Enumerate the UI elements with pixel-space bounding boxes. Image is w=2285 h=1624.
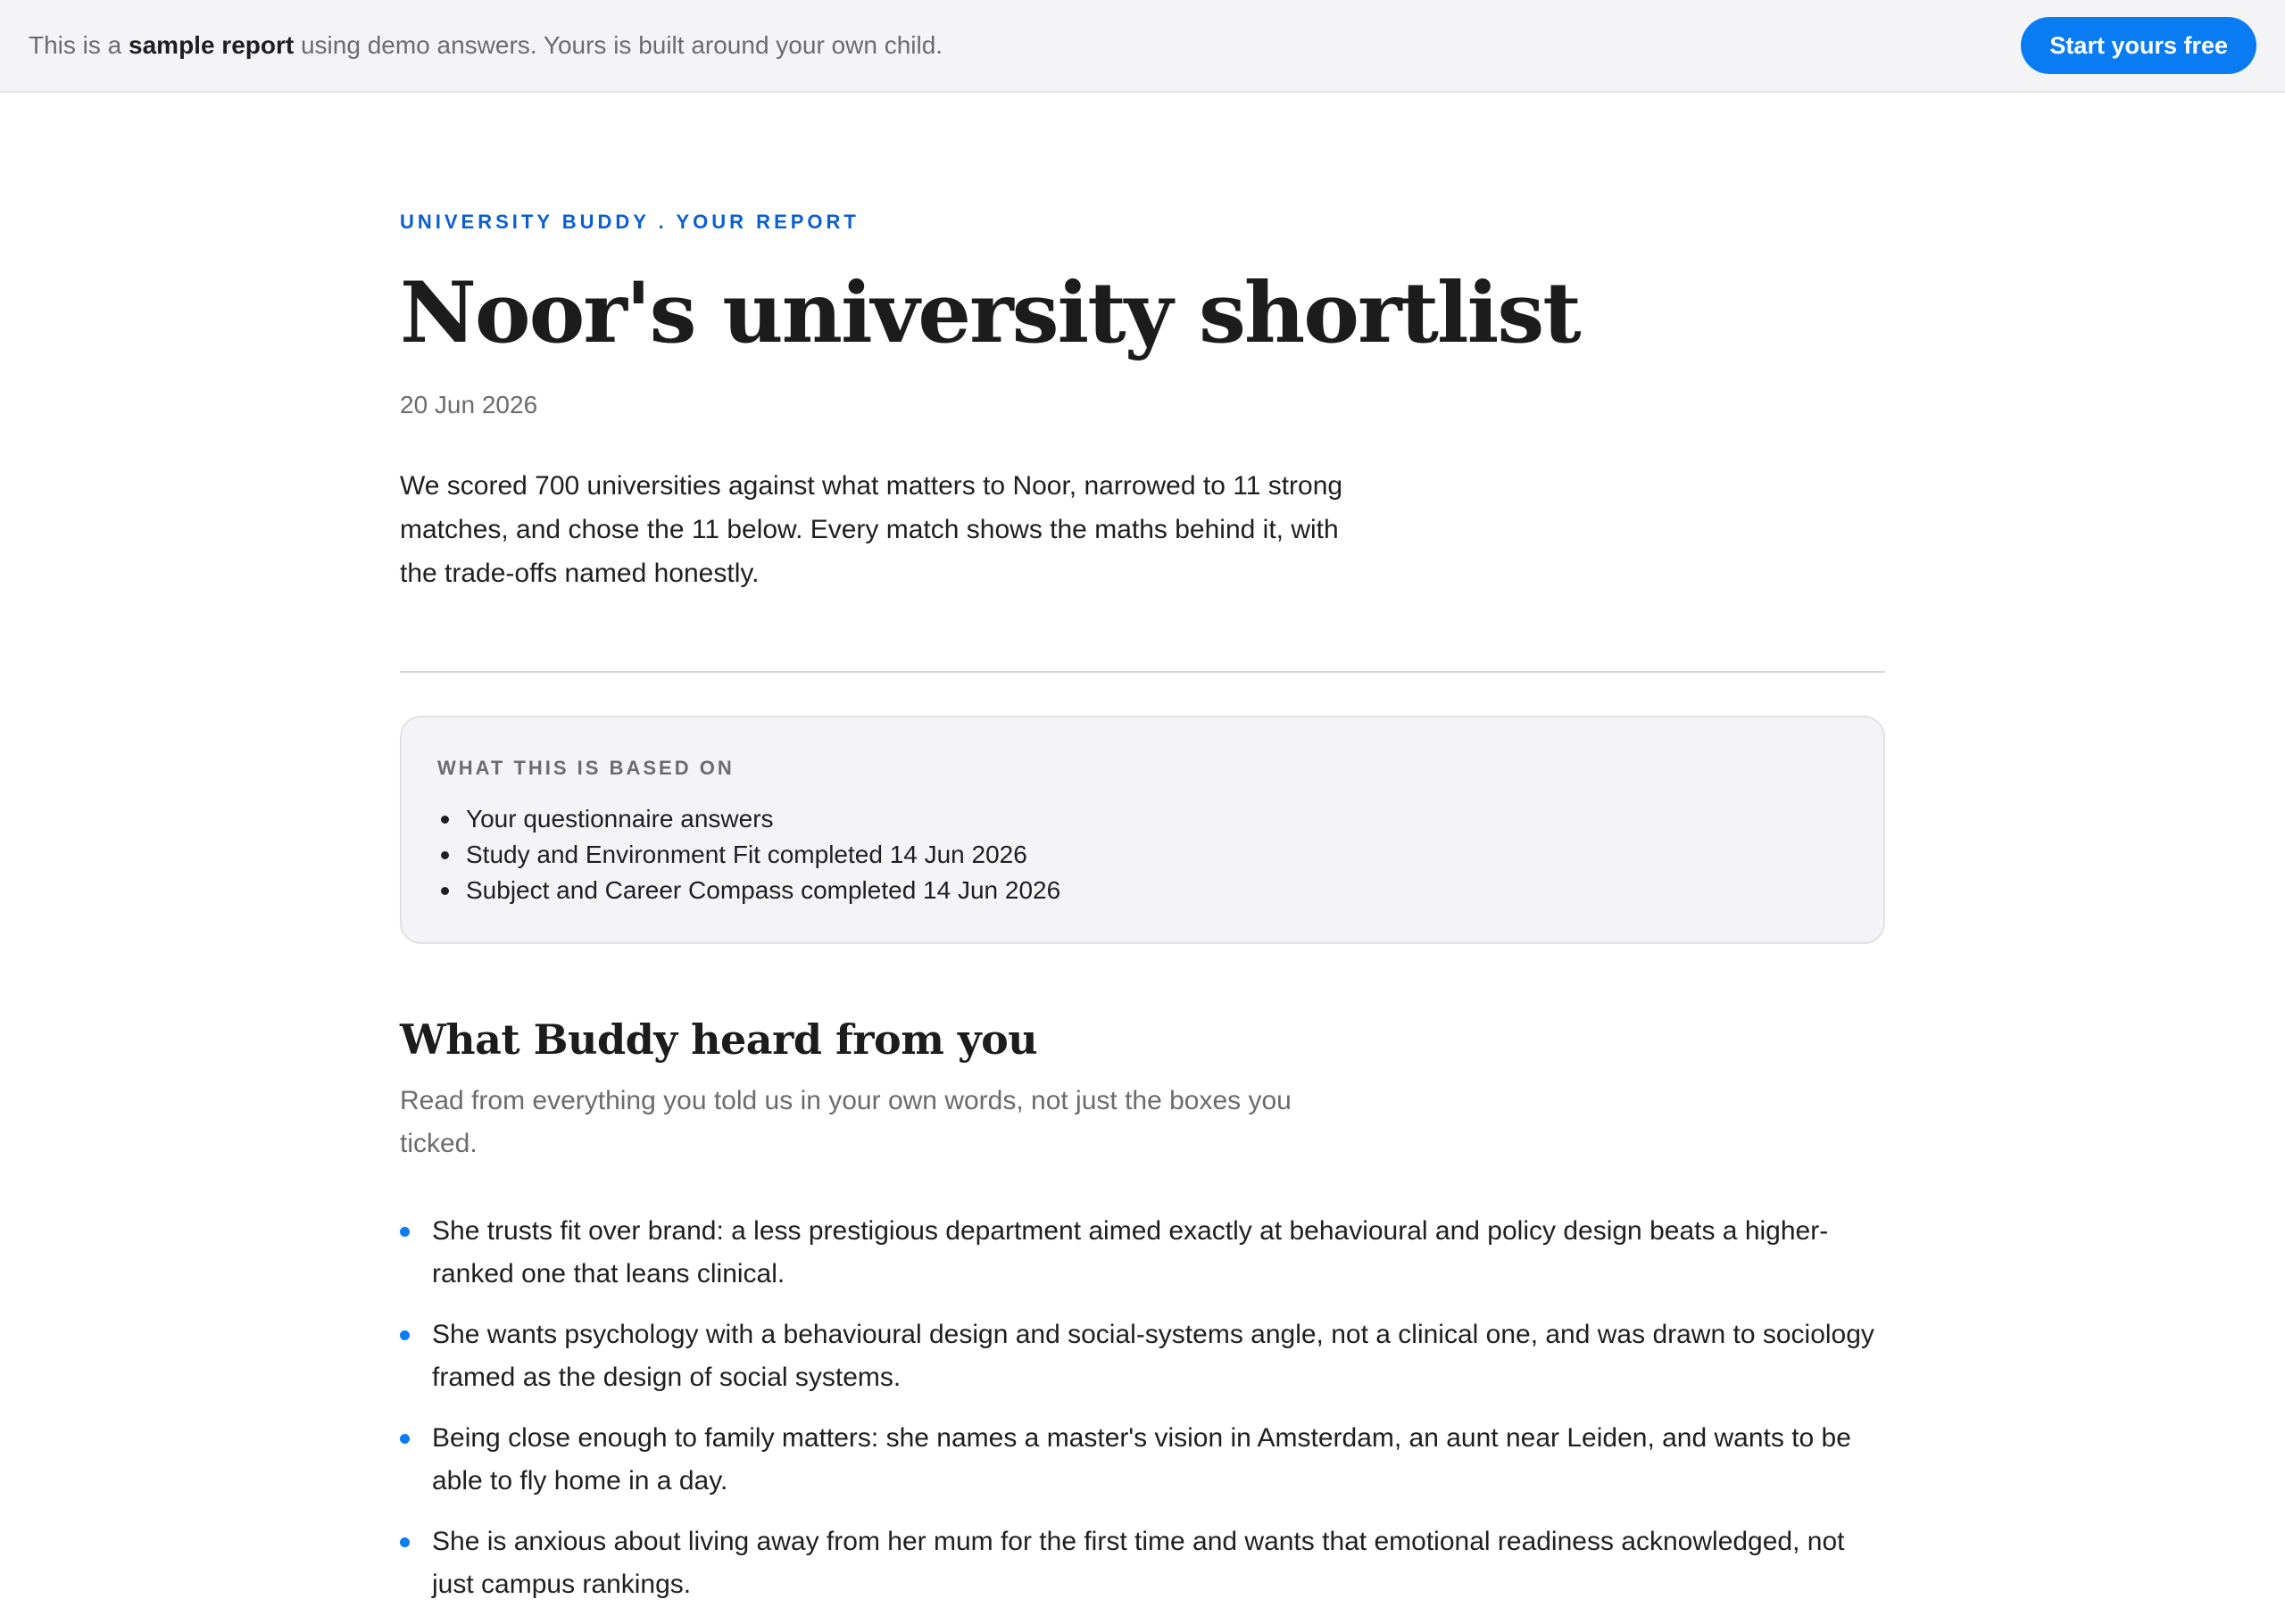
banner-prefix: This is a xyxy=(29,31,129,59)
report-intro: We scored 700 universities against what matters to Noor, narrowed to 11 strong matches, and chose the 11 below. Every match shows the maths behind it, with the trade-offs named honestly. xyxy=(400,471,1343,588)
bullet-icon xyxy=(441,816,449,824)
bullet-icon xyxy=(441,887,449,895)
based-on-item xyxy=(437,837,1848,873)
based-on-item-text: Your questionnaire answers xyxy=(466,805,774,833)
heard-item-text: She is anxious about living away from her mum for the first time and wants that emotional readiness acknowledged, not just campus rankings. xyxy=(432,1527,1845,1599)
start-yours-free-button[interactable]: Start yours free xyxy=(2021,17,2256,74)
based-on-item xyxy=(437,801,1848,837)
banner-suffix: using demo answers. Yours is built around your own child. xyxy=(294,31,943,59)
bullet-icon xyxy=(441,851,449,859)
report-eyebrow: UNIVERSITY BUDDY . YOUR REPORT xyxy=(400,211,860,233)
list-item xyxy=(400,1210,1885,1296)
heard-section-title: What Buddy heard from you xyxy=(400,1015,1038,1064)
banner-emphasis: sample report xyxy=(129,31,295,59)
based-on-label: WHAT THIS IS BASED ON xyxy=(437,757,735,779)
section-divider xyxy=(400,671,1885,673)
page-title: Noor's university shortlist xyxy=(400,264,1580,362)
sample-report-banner xyxy=(0,0,2285,93)
bullet-icon xyxy=(400,1434,410,1444)
report-date: 20 Jun 2026 xyxy=(400,391,538,418)
based-on-item-text: Subject and Career Compass completed 14 Jun 2026 xyxy=(466,876,1061,904)
heard-item-text: She trusts fit over brand: a less prestigious department aimed exactly at behavioural and policy design beats a higher-ranked one that leans clinical. xyxy=(432,1216,1829,1288)
bullet-icon xyxy=(400,1330,410,1340)
list-item xyxy=(400,1417,1885,1503)
based-on-card xyxy=(400,716,1885,944)
based-on-item xyxy=(437,873,1848,908)
report-content xyxy=(400,93,1885,1624)
list-item xyxy=(400,1520,1885,1606)
heard-item-text: She wants psychology with a behavioural design and social-systems angle, not a clinical one, and was drawn to sociology framed as the design of social systems. xyxy=(432,1320,1874,1392)
based-on-list xyxy=(437,801,1848,908)
banner-message xyxy=(29,31,943,60)
heard-item-text: Being close enough to family matters: she names a master's vision in Amsterdam, an aunt near Leiden, and wants to be able to fly home in a day. xyxy=(432,1423,1851,1496)
list-item xyxy=(400,1313,1885,1399)
bullet-icon xyxy=(400,1227,410,1237)
bullet-icon xyxy=(400,1537,410,1547)
heard-list xyxy=(400,1210,1885,1606)
heard-section-subtitle: Read from everything you told us in your own words, not just the boxes you ticked. xyxy=(400,1086,1292,1158)
based-on-item-text: Study and Environment Fit completed 14 Jun 2026 xyxy=(466,841,1027,868)
